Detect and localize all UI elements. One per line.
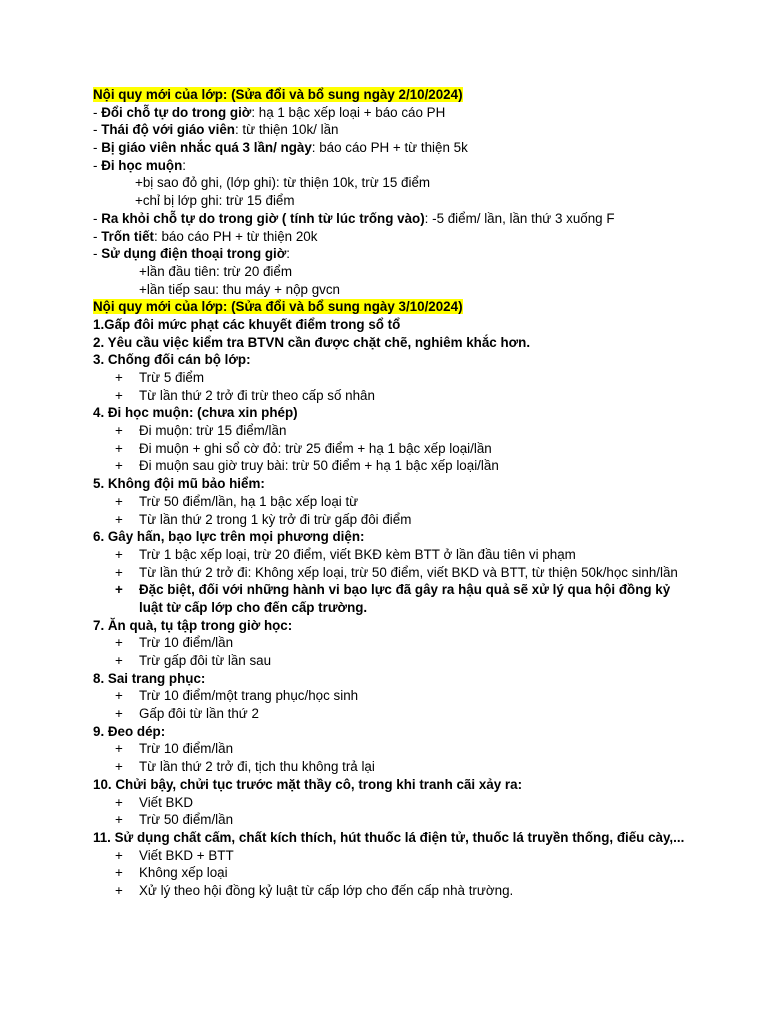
rule-line	[93, 157, 693, 175]
rule-sub-text: Trừ gấp đôi từ lần sau	[139, 653, 272, 669]
rule-sub-item	[93, 457, 693, 475]
bullet-marker: +	[115, 812, 123, 828]
rule-item-title: 1.Gấp đôi mức phạt các khuyết điểm trong sổ tổ	[93, 316, 401, 332]
rule-title: Thái độ với giáo viên	[101, 122, 235, 138]
rule-sub-text: Từ lần thứ 2 trở đi: Không xếp loại, trừ 50 điểm, viết BKD và BTT, từ thiện 50k/học sinh/lần	[139, 564, 678, 580]
rule-prefix: -	[93, 246, 102, 262]
bullet-marker: +	[115, 865, 123, 881]
rule-item-title: 4. Đi học muộn: (chưa xin phép)	[93, 405, 298, 421]
late-sub-item: +chỉ bị lớp ghi: trừ 15 điểm	[135, 193, 295, 209]
rule-sub-item	[93, 634, 693, 652]
bullet-marker: +	[115, 458, 123, 474]
rule-sub-text: Xử lý theo hội đồng kỷ luật từ cấp lớp cho đến cấp nhà trường.	[139, 883, 514, 898]
rule-sub-item	[93, 422, 693, 440]
rule-item-title: 3. Chống đối cán bộ lớp:	[93, 352, 251, 368]
rule-title: Sử dụng điện thoại trong giờ	[101, 246, 287, 262]
rule-sub-text: Trừ 10 điểm/lần	[139, 741, 234, 757]
rule-line	[93, 210, 693, 228]
rule-sub-text: Trừ 10 điểm/một trang phục/học sinh	[139, 688, 359, 704]
rule-sub-text: Viết BKD + BTT	[139, 847, 234, 863]
rule-sub-item	[93, 387, 693, 405]
rule-item-title: 11. Sử dụng chất cấm, chất kích thích, hút thuốc lá điện tử, thuốc lá truyền thống, điếu cày,...	[93, 829, 685, 845]
rule-sub-item	[93, 811, 693, 829]
bullet-marker: +	[115, 440, 123, 456]
rule-detail: : -5 điểm/ lần, lần thứ 3 xuống F	[424, 210, 615, 226]
bullet-marker: +	[115, 582, 123, 598]
phone-sub-item: +lần đầu tiên: trừ 20 điểm	[139, 263, 293, 279]
rule-sub-text: Đi muộn: trừ 15 điểm/lần	[139, 423, 287, 439]
rule-sub-text: Gấp đôi từ lần thứ 2	[139, 706, 259, 722]
bullet-marker: +	[115, 511, 123, 527]
rule-sub-item	[93, 847, 693, 865]
bullet-marker: +	[115, 423, 123, 439]
late-sub-item: +bị sao đỏ ghi, (lớp ghi): từ thiện 10k, trừ 15 điểm	[135, 175, 431, 191]
rule-detail: : từ thiện 10k/ lần	[234, 122, 339, 138]
rule-sub-text: Không xếp loại	[139, 865, 228, 881]
rule-sub-text: Đi muộn + ghi sổ cờ đỏ: trừ 25 điểm + hạ 1 bậc xếp loại/lần	[139, 440, 492, 456]
rule-item-title: 7. Ăn quà, tụ tập trong giờ học:	[93, 617, 293, 633]
bullet-marker: +	[115, 493, 123, 509]
rule-prefix: -	[93, 140, 102, 156]
section1-heading-line	[93, 86, 693, 104]
bullet-marker: +	[115, 883, 123, 898]
rule-line	[93, 245, 693, 263]
section2-heading-line	[93, 298, 693, 316]
bullet-marker: +	[115, 387, 123, 403]
rule-sub-item	[93, 864, 693, 882]
rule-item-title: 6. Gây hấn, bạo lực trên mọi phương diện:	[93, 529, 365, 545]
rule-sub-text: Trừ 10 điểm/lần	[139, 635, 234, 651]
rule-sub-text: Viết BKD	[139, 794, 194, 810]
rule-sub-text: Trừ 1 bậc xếp loại, trừ 20 điểm, viết BKĐ kèm BTT ở lần đầu tiên vi phạm	[139, 546, 576, 562]
bullet-marker: +	[115, 564, 123, 580]
rule-line	[93, 104, 693, 122]
bullet-marker: +	[115, 546, 123, 562]
rule-line	[93, 121, 693, 139]
rule-sub-item	[93, 740, 693, 758]
section2-items	[93, 316, 693, 900]
rule-title: Ra khỏi chỗ tự do trong giờ ( tính từ lúc trống vào)	[101, 210, 425, 226]
rule-prefix: -	[93, 210, 102, 226]
rule-line	[93, 228, 693, 246]
rule-title: Đi học muộn	[101, 157, 183, 173]
rule-sub-text: Trừ 5 điểm	[139, 370, 205, 385]
rule-sub-item	[93, 705, 693, 723]
rule-sub-item	[93, 687, 693, 705]
document-page	[93, 86, 693, 900]
bullet-marker: +	[115, 759, 123, 775]
rule-prefix: -	[93, 157, 102, 173]
bullet-marker: +	[115, 706, 123, 722]
bullet-marker: +	[115, 794, 123, 810]
bullet-marker: +	[115, 741, 123, 757]
rule-sub-item	[93, 440, 693, 458]
rule-sub-text: Đặc biệt, đối với những hành vi bạo lực đã gây ra hậu quả sẽ xử lý qua hội đồng kỷ luật từ cấp lớp cho đến cấp trường.	[139, 582, 671, 615]
rule-prefix: -	[93, 122, 102, 138]
rule-title: Trốn tiết	[101, 228, 155, 244]
rule-item-title: 5. Không đội mũ bảo hiểm:	[93, 476, 265, 492]
rule-sub-item	[93, 564, 693, 582]
bullet-marker: +	[115, 653, 123, 669]
rule-sub-text: Từ lần thứ 2 trở đi, tịch thu không trả lại	[139, 759, 375, 775]
rule-title: Đổi chỗ tự do trong giờ	[101, 104, 252, 120]
rule-sub-text: Đi muộn sau giờ truy bài: trừ 50 điểm + hạ 1 bậc xếp loại/lần	[139, 458, 499, 474]
rule-sub-item	[93, 493, 693, 511]
rule-sub-item	[93, 652, 693, 670]
rule-detail: : báo cáo PH + từ thiện 20k	[154, 228, 318, 244]
section1-heading: Nội quy mới của lớp: (Sửa đổi và bổ sung ngày 2/10/2024)	[93, 87, 463, 102]
rule-sub-text: Trừ 50 điểm/lần, hạ 1 bậc xếp loại từ	[139, 493, 359, 509]
rule-sub-text: Trừ 50 điểm/lần	[139, 812, 234, 828]
phone-sub-item: +lần tiếp sau: thu máy + nộp gvcn	[139, 281, 340, 297]
rule-detail: : báo cáo PH + từ thiện 5k	[311, 140, 468, 156]
rule-detail: :	[182, 157, 187, 173]
rule-detail: : hạ 1 bậc xếp loại + báo cáo PH	[251, 104, 446, 120]
rule-line	[93, 139, 693, 157]
rule-sub-item	[93, 581, 693, 616]
rule-detail: :	[286, 246, 291, 262]
bullet-marker: +	[115, 688, 123, 704]
rule-sub-item	[93, 882, 693, 900]
bullet-marker: +	[115, 370, 123, 385]
section2-heading: Nội quy mới của lớp: (Sửa đổi và bổ sung ngày 3/10/2024)	[93, 299, 463, 315]
rule-prefix: -	[93, 104, 102, 120]
rule-title: Bị giáo viên nhắc quá 3 lần/ ngày	[101, 140, 312, 156]
rule-sub-text: Từ lần thứ 2 trở đi trừ theo cấp số nhân	[139, 387, 375, 403]
bullet-marker: +	[115, 635, 123, 651]
rule-item-title: 9. Đeo dép:	[93, 723, 166, 739]
rule-sub-item	[93, 758, 693, 776]
rule-prefix: -	[93, 228, 102, 244]
rule-sub-item	[93, 511, 693, 529]
rule-sub-text: Từ lần thứ 2 trong 1 kỳ trở đi trừ gấp đôi điểm	[139, 511, 412, 527]
bullet-marker: +	[115, 847, 123, 863]
rule-sub-item	[93, 794, 693, 812]
rule-item-title: 2. Yêu cầu việc kiểm tra BTVN cần được chặt chẽ, nghiêm khắc hơn.	[93, 334, 531, 350]
rule-item-title: 8. Sai trang phục:	[93, 670, 206, 686]
rule-sub-item	[93, 369, 693, 387]
rule-item-title: 10. Chửi bậy, chửi tục trước mặt thầy cô, trong khi tranh cãi xảy ra:	[93, 776, 523, 792]
rule-sub-item	[93, 546, 693, 564]
